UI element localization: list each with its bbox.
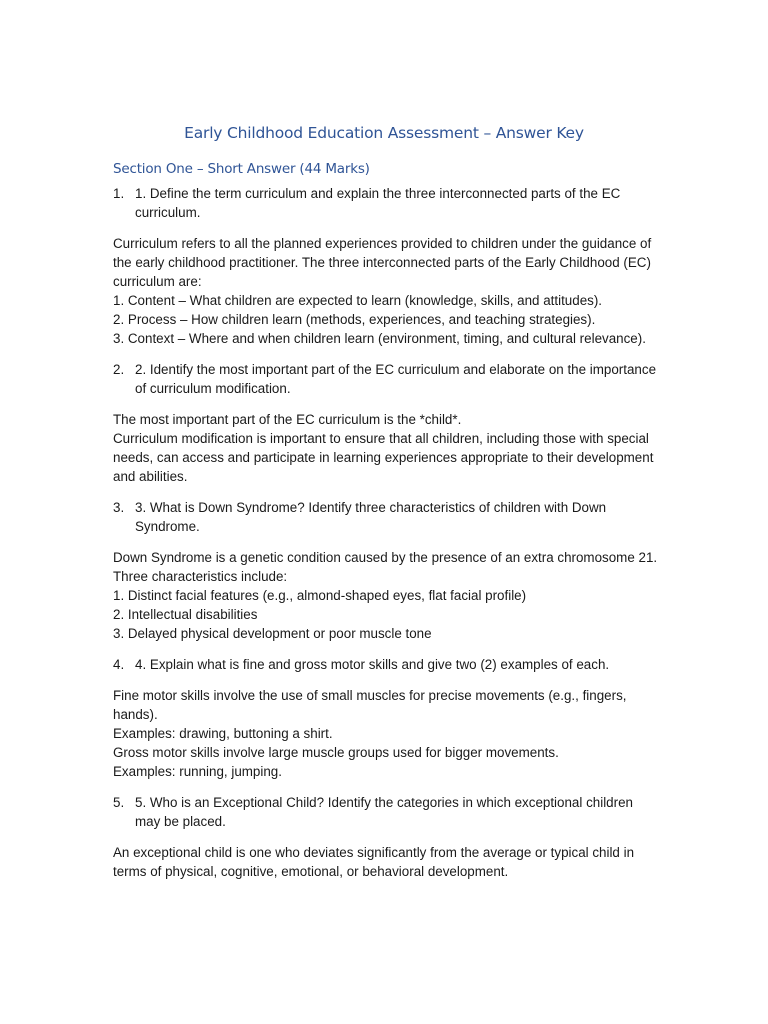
question-number: 2.: [113, 362, 125, 377]
answer-line: Curriculum refers to all the planned experiences provided to children under the guidance of the early childhood practitioner. The three interconnected parts of the Early Childhood (EC) curriculum are:: [113, 236, 652, 289]
question-text: 2. Identify the most important part of the EC curriculum and elaborate on the importance of curriculum modification.: [135, 362, 657, 396]
section-heading: Section One – Short Answer (44 Marks): [113, 161, 370, 177]
answer-line: 2. Intellectual disabilities: [113, 607, 258, 622]
answer-line: An exceptional child is one who deviates significantly from the average or typical child in terms of physical, cognitive, emotional, or behavioral development.: [113, 845, 635, 879]
answer-line: Gross motor skills involve large muscle groups used for bigger movements.: [113, 745, 559, 760]
answer-line: Examples: drawing, buttoning a shirt.: [113, 726, 333, 741]
question-2: [113, 360, 658, 398]
answer-4: [113, 686, 658, 781]
answer-line: Fine motor skills involve the use of small muscles for precise movements (e.g., fingers, hands).: [113, 688, 627, 722]
answer-line: The most important part of the EC curriculum is the *child*.: [113, 412, 462, 427]
question-1: [113, 184, 658, 222]
answer-line: 3. Context – Where and when children learn (environment, timing, and cultural relevance).: [113, 331, 646, 346]
answer-line: Curriculum modification is important to ensure that all children, including those with special needs, can access and participate in learning experiences appropriate to their development and abilities.: [113, 431, 654, 484]
answer-line: 1. Distinct facial features (e.g., almond-shaped eyes, flat facial profile): [113, 588, 527, 603]
answer-3: [113, 548, 658, 643]
question-number: 3.: [113, 500, 125, 515]
answer-line: Examples: running, jumping.: [113, 764, 282, 779]
question-number: 4.: [113, 657, 125, 672]
answer-1: [113, 234, 658, 348]
question-number: 1.: [113, 186, 125, 201]
answer-5: [113, 843, 658, 881]
answer-line: 2. Process – How children learn (methods, experiences, and teaching strategies).: [113, 312, 596, 327]
document-title: Early Childhood Education Assessment – Answer Key: [184, 124, 584, 142]
question-text: 1. Define the term curriculum and explain the three interconnected parts of the EC curriculum.: [135, 186, 621, 220]
question-5: [113, 793, 658, 831]
answer-line: Three characteristics include:: [113, 569, 288, 584]
question-text: 3. What is Down Syndrome? Identify three characteristics of children with Down Syndrome.: [135, 500, 607, 534]
question-number: 5.: [113, 795, 125, 810]
question-text: 5. Who is an Exceptional Child? Identify the categories in which exceptional children may be placed.: [135, 795, 633, 829]
answer-line: 3. Delayed physical development or poor muscle tone: [113, 626, 432, 641]
question-3: [113, 498, 658, 536]
question-4: [113, 655, 658, 674]
answer-2: [113, 410, 658, 486]
answer-line: 1. Content – What children are expected to learn (knowledge, skills, and attitudes).: [113, 293, 603, 308]
qa-list: [113, 184, 658, 893]
answer-line: Down Syndrome is a genetic condition caused by the presence of an extra chromosome 21.: [113, 550, 658, 565]
question-text: 4. Explain what is fine and gross motor skills and give two (2) examples of each.: [135, 657, 610, 672]
